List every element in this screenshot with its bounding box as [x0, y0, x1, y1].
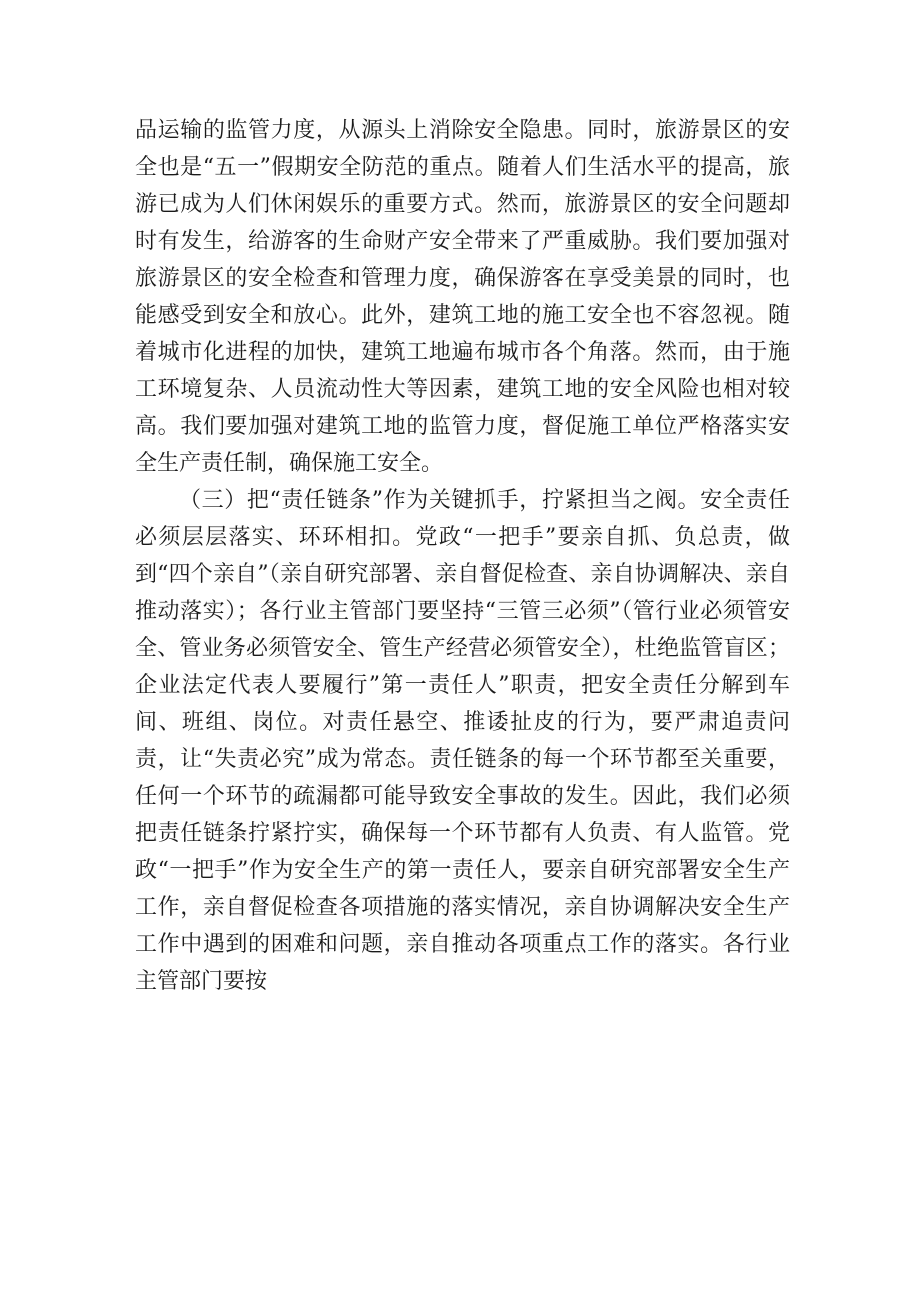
paragraph-section-3: （三）把“责任链条”作为关键抓手，拧紧担当之阀。安全责任必须层层落实、环环相扣。党政“一把手”要亲自抓、负总责，做到“四个亲自”（亲自研究部署、亲自督促检查、亲自协调解决、亲自推动落实）；各行业主管部门要坚持“三管三必须”（管行业必须管安全、管业务必须管安全、管生产经营必须管安全），杜绝监管盲区；企业法定代表人要履行”第一责任人”职责，把安全责任分解到车间、班组、岗位。对责任悬空、推诿扯皮的行为，要严肃追责问责，让“失责必究”成为常态。责任链条的每一个环节都至关重要，任何一个环节的疏漏都可能导致安全事故的发生。因此，我们必须把责任链条拧紧拧实，确保每一个环节都有人负责、有人监管。党政“一把手”作为安全生产的第一责任人，要亲自研究部署安全生产工作，亲自督促检查各项措施的落实情况，亲自协调解决安全生产工作中遇到的困难和问题，亲自推动各项重点工作的落实。各行业主管部门要按	[135, 488, 790, 994]
document-body	[135, 112, 790, 1000]
paragraph-continued: 品运输的监管力度，从源头上消除安全隐患。同时，旅游景区的安全也是“五一”假期安全防范的重点。随着人们生活水平的提高，旅游已成为人们休闲娱乐的重要方式。然而，旅游景区的安全问题却时有发生，给游客的生命财产安全带来了严重威胁。我们要加强对旅游景区的安全检查和管理力度，确保游客在享受美景的同时，也能感受到安全和放心。此外，建筑工地的施工安全也不容忽视。随着城市化进程的加快，建筑工地遍布城市各个角落。然而，由于施工环境复杂、人员流动性大等因素，建筑工地的安全风险也相对较高。我们要加强对建筑工地的监管力度，督促施工单位严格落实安全生产责任制，确保施工安全。	[135, 118, 790, 476]
